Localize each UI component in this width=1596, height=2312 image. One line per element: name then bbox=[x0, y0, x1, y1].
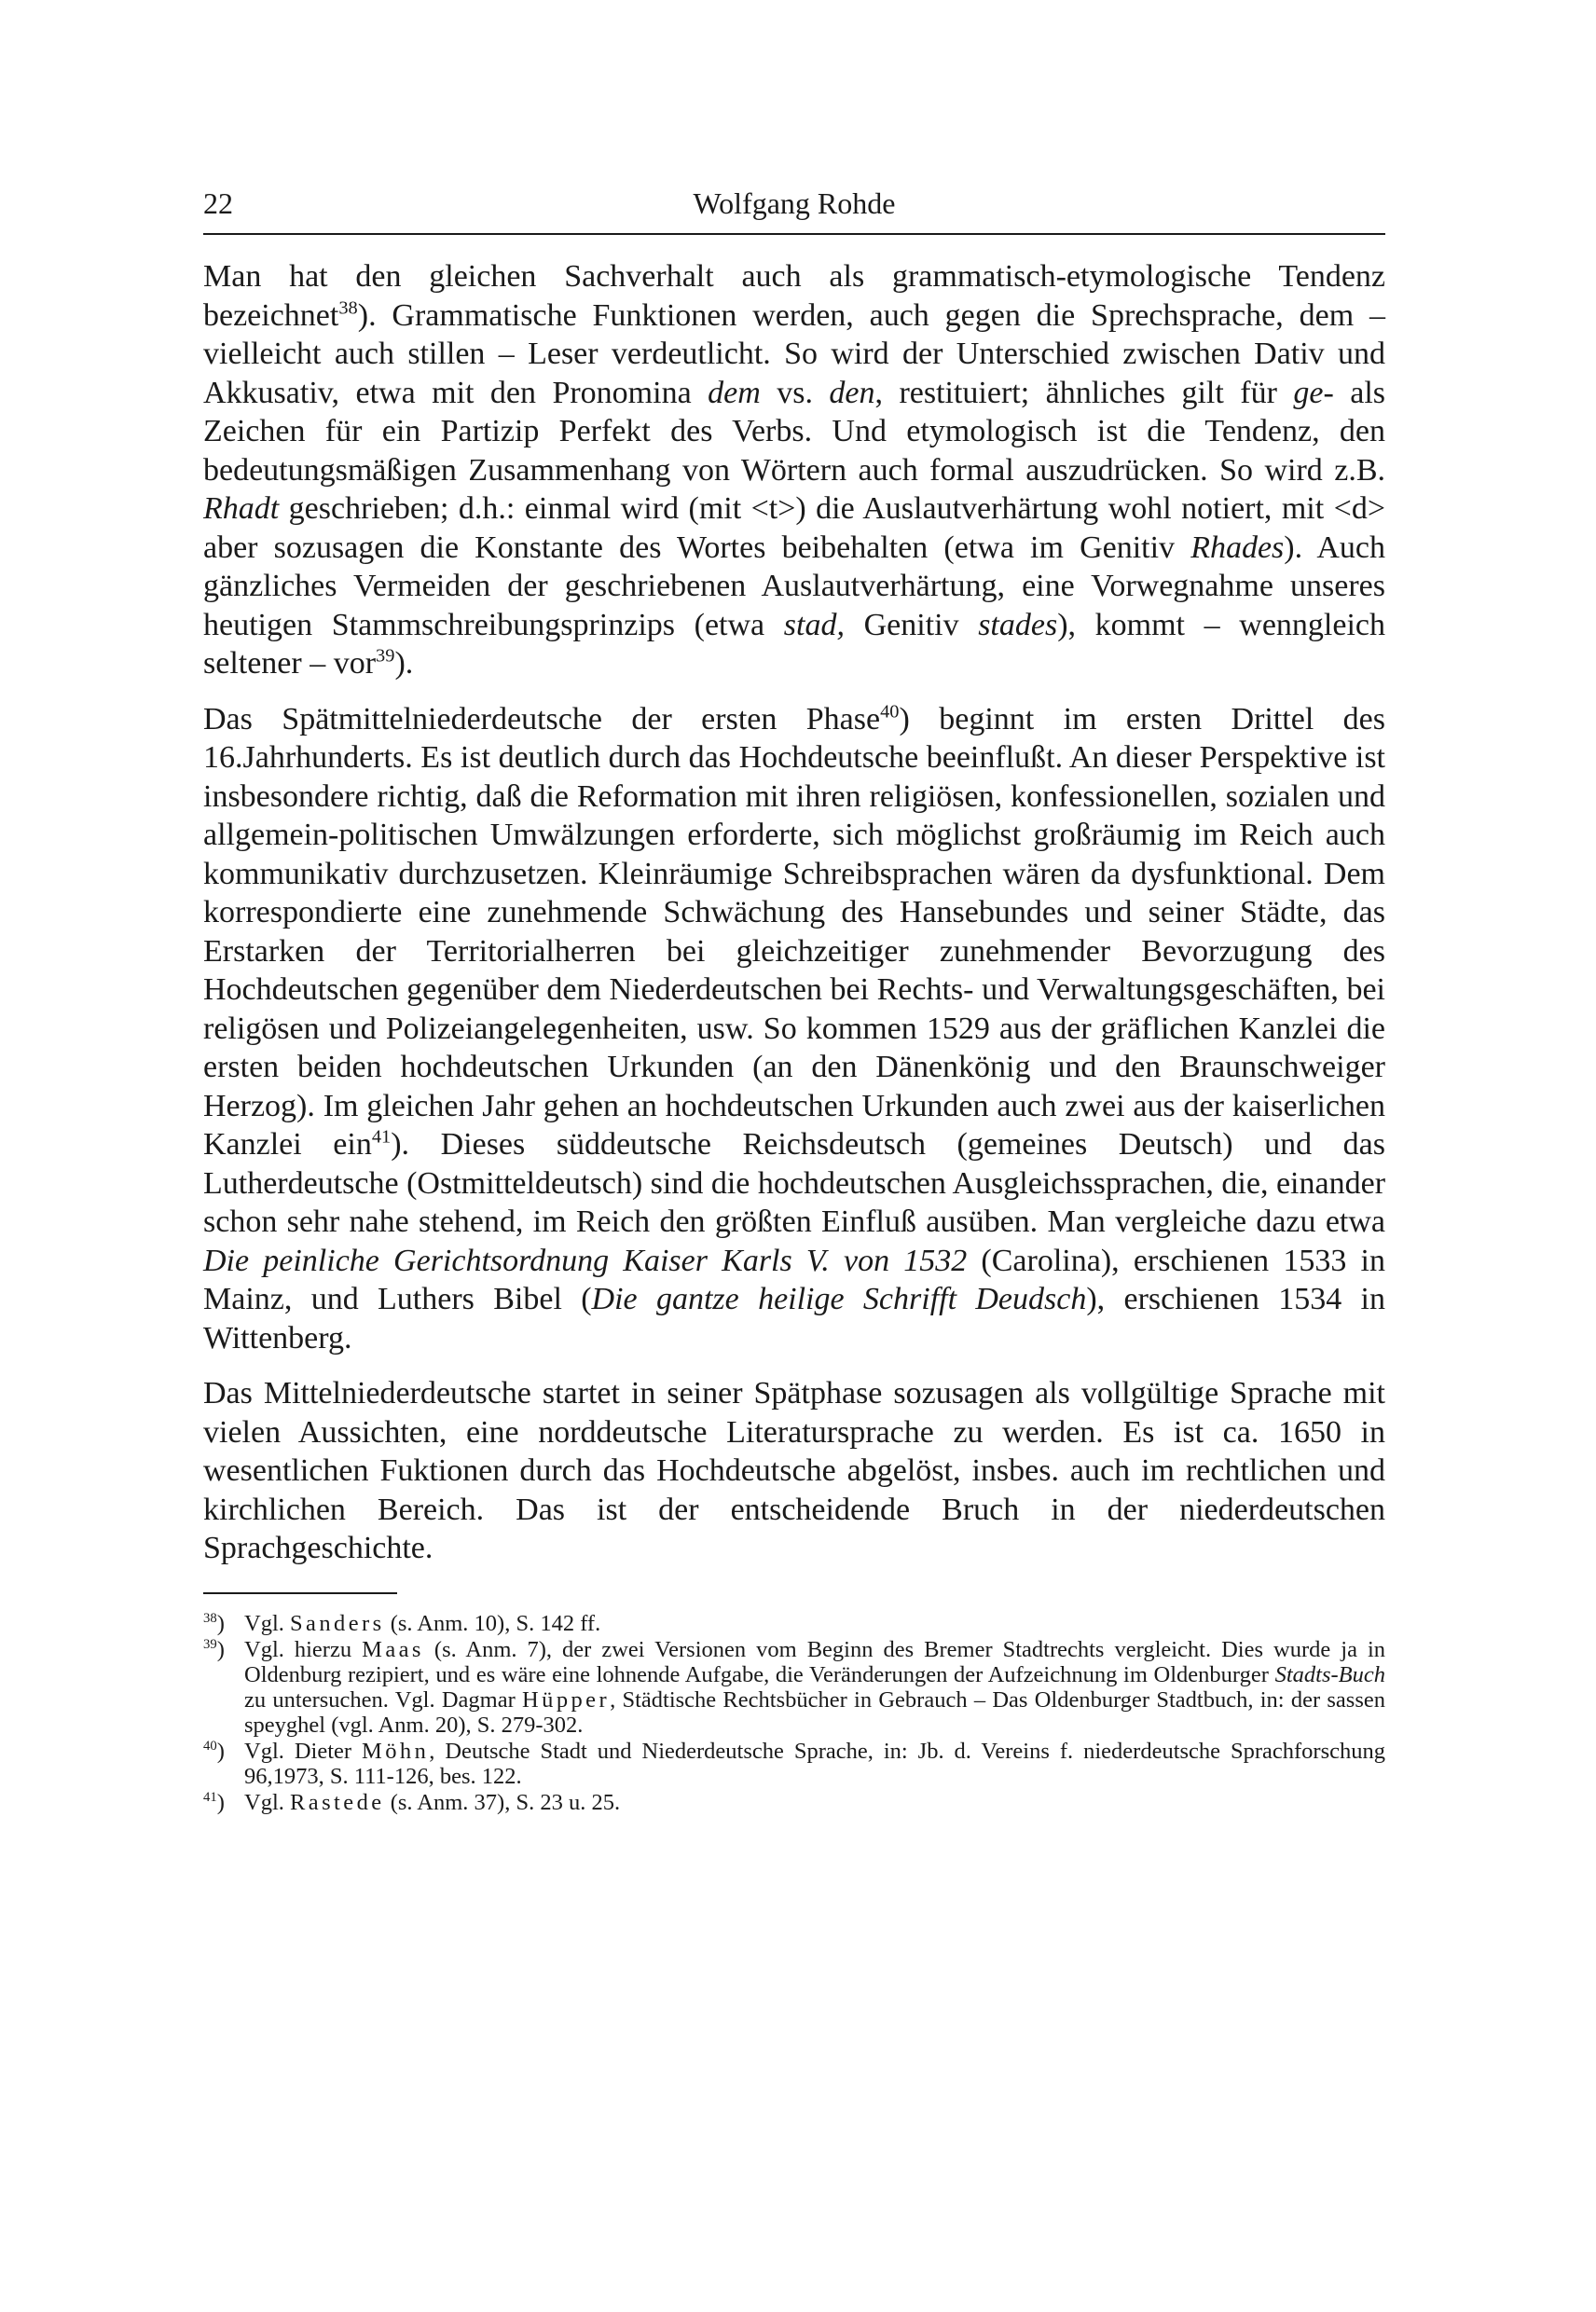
italic-text: Stadts-Buch bbox=[1274, 1661, 1385, 1687]
page-number: 22 bbox=[203, 186, 233, 220]
text-run: Man hat den gleichen Sachverhalt auch als grammatisch-etymologische Tendenz bezeichnet bbox=[203, 259, 1385, 333]
author-name: Hüpper bbox=[522, 1686, 611, 1713]
text-run: , Städtische Rechtsbücher in Gebrauch – Das Oldenburger Stadtbuch, in: der sassen speyghel (vgl. Anm. 20), S. 279-302. bbox=[244, 1686, 1385, 1738]
text-run: (s. Anm. 37), S. 23 u. 25. bbox=[384, 1789, 621, 1815]
page bbox=[203, 177, 1385, 1816]
paragraph bbox=[203, 257, 1385, 683]
header-rule bbox=[203, 233, 1385, 235]
text-run: Vgl. bbox=[244, 1610, 290, 1636]
footnote-reference: 38 bbox=[338, 297, 358, 319]
footnote-text bbox=[244, 1611, 1385, 1636]
text-run: ), erschienen 1534 in Wittenberg. bbox=[203, 1282, 1385, 1356]
text-run: Das Mittelniederdeutsche startet in seiner Spätphase sozusagen als vollgültige Sprache mit vielen Aussichten, eine norddeutsche Literatursprache zu werden. Es ist ca. 1650 in wesentlichen Fuktionen durch das Hochdeutsche abgelöst, insbes. auch im rechtlichen und kirchlichen Bereich. Das ist der entscheidende Bruch in der niederdeutschen Sprachgeschichte. bbox=[203, 1376, 1385, 1565]
footnote-marker: $^{40}$) bbox=[203, 1738, 225, 1764]
text-run: Vgl. Dieter bbox=[244, 1738, 363, 1764]
footnotes bbox=[203, 1611, 1385, 1815]
text-run: ). Auch gänzliches Vermeiden der geschriebenen Auslautverhärtung, eine Vorwegnahme unseres heutigen Stammschreibungsprinzips (etwa bbox=[203, 530, 1386, 642]
text-run: geschrieben; d.h.: einmal wird (mit <t>) die Auslautverhärtung wohl notiert, mit <d> aber sozusagen die Konstante des Wortes beibehalten (etwa im Genitiv bbox=[203, 491, 1385, 565]
text-run: ), kommt – wenngleich seltener – vor bbox=[203, 607, 1385, 681]
footnote-marker: $^{39}$) bbox=[203, 1636, 225, 1662]
italic-text: dem bbox=[708, 375, 761, 410]
italic-text: den bbox=[829, 375, 875, 410]
text-run: ). bbox=[394, 646, 414, 681]
footnote-rule bbox=[203, 1592, 397, 1594]
body-text bbox=[203, 257, 1385, 1568]
footnote bbox=[203, 1637, 1385, 1738]
running-head-author: Wolfgang Rohde bbox=[693, 186, 896, 220]
text-run: Vgl. hierzu bbox=[244, 1636, 363, 1662]
footnote bbox=[203, 1611, 1385, 1636]
author-name: Rastede bbox=[290, 1789, 385, 1815]
footnote-text bbox=[244, 1739, 1385, 1789]
footnote-marker: $^{38}$) bbox=[203, 1610, 225, 1636]
author-name: Sanders bbox=[290, 1610, 385, 1636]
author-name: Maas bbox=[362, 1636, 424, 1662]
footnote bbox=[203, 1790, 1385, 1815]
text-run: ). Dieses süddeutsche Reichsdeutsch (gemeines Deutsch) und das Lutherdeutsche (Ostmitteldeutsch) sind die hochdeutschen Ausgleichssprachen, die, einander schon sehr nahe stehend, im Reich den größten Einfluß ausüben. Man vergleiche dazu etwa bbox=[203, 1127, 1386, 1239]
paragraph bbox=[203, 1374, 1385, 1568]
text-run: zu untersuchen. Vgl. Dagmar bbox=[244, 1686, 523, 1713]
italic-text: Die gantze heilige Schrifft Deudsch bbox=[591, 1282, 1087, 1316]
italic-text: stades bbox=[978, 607, 1058, 642]
paragraph bbox=[203, 700, 1385, 1358]
text-run: Genitiv bbox=[844, 607, 979, 642]
italic-text: stad, bbox=[783, 607, 845, 642]
author-name: Möhn bbox=[362, 1738, 430, 1764]
text-run: als Zeichen für ein Partizip Perfekt des Verbs. Und etymologisch ist die Tendenz, den bedeutungsmäßigen Zusammenhang von Wörtern auch formal auszudrücken. So wird z.B. bbox=[203, 375, 1385, 488]
text-run: Vgl. bbox=[244, 1789, 290, 1815]
text-run: ) beginnt im ersten Drittel des 16.Jahrhunderts. Es ist deutlich durch das Hochdeutsche beeinflußt. An dieser Perspektive ist insbesondere richtig, daß die Reformation mit ihren religiösen, konfessionellen, sozialen und allgemein-politischen Umwälzungen erforderte, sich möglichst großräumig im Reich auch kommunikativ durchzusetzen. Kleinräumige Schreibsprachen wären da dysfunktional. Dem korrespondierte eine zunehmende Schwächung des Hansebundes und seiner Städte, das Erstarken der Territorialherren bei gleichzeitiger zunehmender Bevorzugung des Hochdeutschen gegenüber dem Niederdeutschen bei Rechts- und Verwaltungsgeschäften, bei religösen und Polizeiangelegenheiten, usw. So kommen 1529 aus der gräflichen Kanzlei die ersten beiden hochdeutschen Urkunden (an den Dänenkönig und den Braunschweiger Herzog). Im gleichen Jahr gehen an hochdeutschen Urkunden auch zwei aus der kaiserlichen Kanzlei ein bbox=[203, 701, 1385, 1162]
footnote-reference: 41 bbox=[371, 1126, 392, 1148]
footnote-marker: $^{41}$) bbox=[203, 1789, 225, 1815]
text-run: vs. bbox=[760, 375, 830, 410]
running-head bbox=[203, 177, 1385, 229]
text-run: (s. Anm. 7), der zwei Versionen vom Beginn des Bremer Stadtrechts vergleicht. Dies wurde ja in Oldenburg rezipiert, und es wäre eine lohnende Aufgabe, die Veränderungen der Aufzeichnung im Oldenburger bbox=[244, 1636, 1386, 1687]
italic-text: ge- bbox=[1293, 375, 1334, 410]
text-run: (s. Anm. 10), S. 142 ff. bbox=[384, 1610, 601, 1636]
footnote bbox=[203, 1739, 1385, 1789]
text-run: (Carolina), erschienen 1533 in Mainz, und Luthers Bibel ( bbox=[203, 1243, 1385, 1316]
footnote-reference: 40 bbox=[880, 701, 900, 722]
text-run: Das Spätmittelniederdeutsche der ersten Phase bbox=[203, 701, 881, 736]
text-run: , restituiert; ähnliches gilt für bbox=[874, 375, 1294, 410]
footnote-reference: 39 bbox=[376, 645, 395, 667]
footnote-text bbox=[244, 1637, 1385, 1738]
text-run: , Deutsche Stadt und Niederdeutsche Sprache, in: Jb. d. Vereins f. niederdeutsche Sprachforschung 96,1973, S. 111-126, bes. 122. bbox=[244, 1738, 1386, 1789]
italic-text: Rhadt bbox=[203, 491, 280, 526]
italic-text: Rhades bbox=[1190, 530, 1285, 565]
text-run: ). Grammatische Funktionen werden, auch gegen die Sprechsprache, dem – vielleicht auch stillen – Leser verdeutlicht. So wird der Unterschied zwischen Dativ und Akkusativ, etwa mit den Pronomina bbox=[203, 297, 1385, 410]
footnote-text bbox=[244, 1790, 1385, 1815]
italic-text: Die peinliche Gerichtsordnung Kaiser Karls V. von 1532 bbox=[203, 1243, 968, 1278]
